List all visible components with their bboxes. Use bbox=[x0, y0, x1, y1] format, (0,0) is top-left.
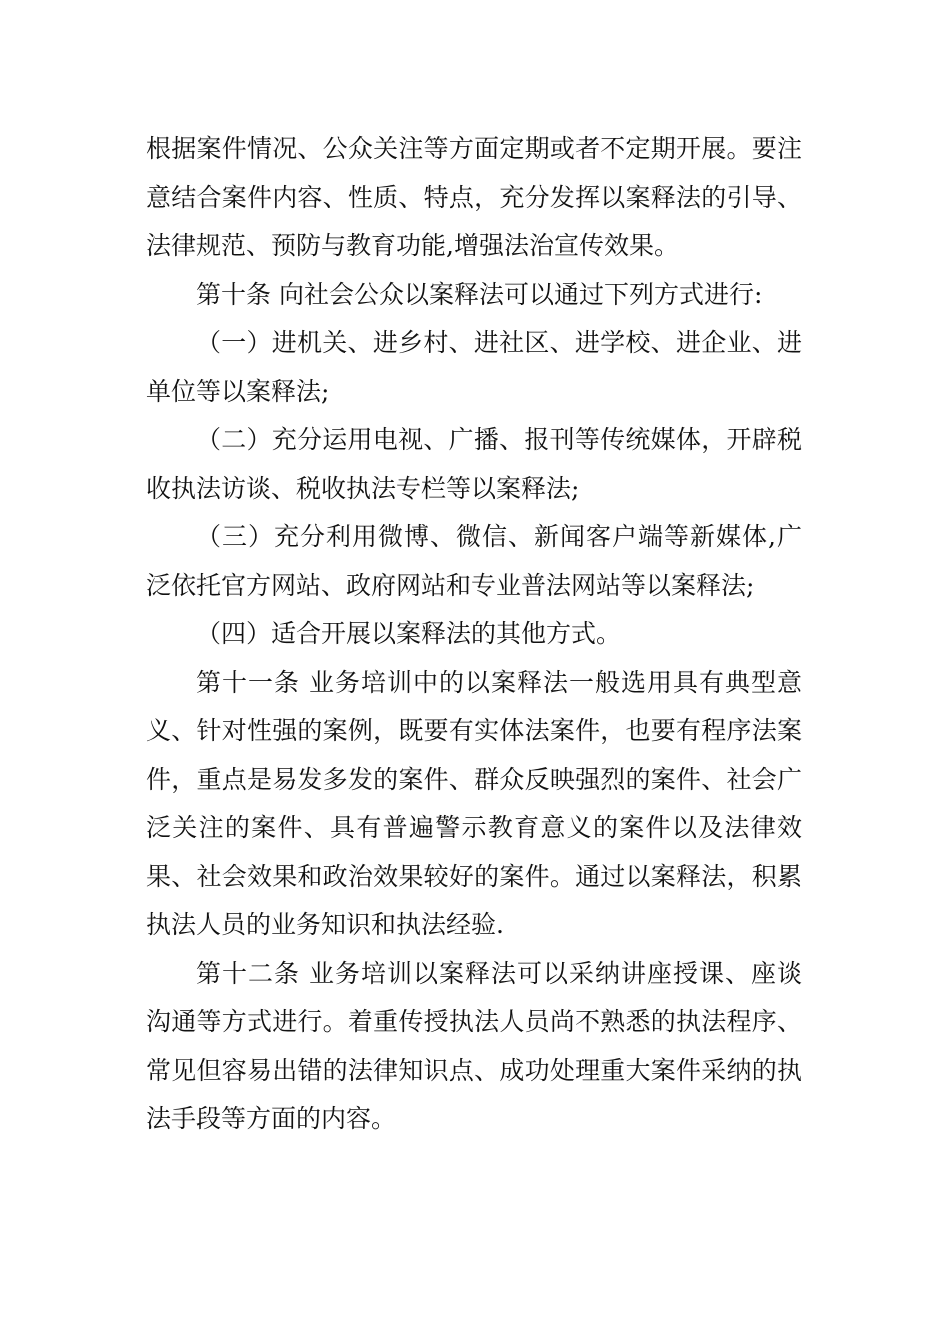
paragraph-item-2: （二）充分运用电视、广播、报刊等传统媒体，开辟税收执法访谈、税收执法专栏等以案释法; bbox=[146, 425, 802, 503]
document-body bbox=[146, 125, 802, 1144]
paragraph-item-3: （三）充分利用微博、微信、新闻客户端等新媒体,广泛依托官方网站、政府网站和专业普法网站等以案释法; bbox=[146, 522, 802, 600]
paragraph-article-12: 第十二条 业务培训以案释法可以采纳讲座授课、座谈沟通等方式进行。着重传授执法人员尚不熟悉的执法程序、常见但容易出错的法律知识点、成功处理重大案件采纳的执法手段等方面的内容。 bbox=[146, 958, 802, 1133]
paragraph-article-10: 第十条 向社会公众以案释法可以通过下列方式进行: bbox=[196, 279, 763, 309]
paragraph-continuation: 根据案件情况、公众关注等方面定期或者不定期开展。要注意结合案件内容、性质、特点，充分发挥以案释法的引导、法律规范、预防与教育功能,增强法治宣传效果。 bbox=[146, 134, 802, 260]
paragraph-article-11: 第十一条 业务培训中的以案释法一般选用具有典型意义、针对性强的案例，既要有实体法案件，也要有程序法案件，重点是易发多发的案件、群众反映强烈的案件、社会广泛关注的案件、具有普遍警示教育意义的案件以及法律效果、社会效果和政治效果较好的案件。通过以案释法，积累执法人员的业务知识和执法经验. bbox=[146, 667, 802, 939]
paragraph-item-1: （一）进机关、进乡村、进社区、进学校、进企业、进单位等以案释法; bbox=[146, 328, 802, 406]
paragraph-item-4: （四）适合开展以案释法的其他方式。 bbox=[196, 619, 622, 648]
